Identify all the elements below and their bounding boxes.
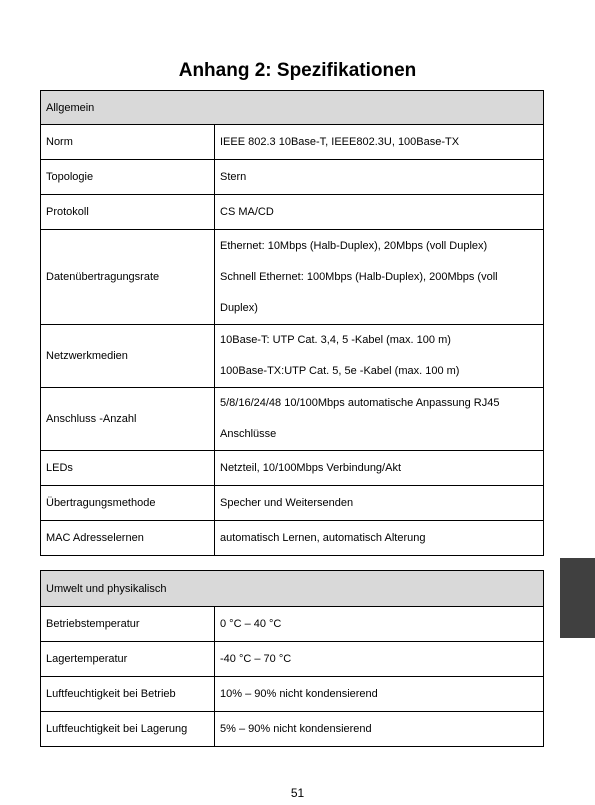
row-label: Lagertemperatur bbox=[41, 642, 215, 677]
value-line: Schnell Ethernet: 100Mbps (Halb-Duplex), 200Mbps (voll bbox=[220, 270, 498, 283]
row-value bbox=[215, 388, 544, 451]
row-label: Protokoll bbox=[41, 195, 215, 230]
spec-table-environment bbox=[40, 570, 544, 747]
row-value: 5% – 90% nicht kondensierend bbox=[215, 712, 544, 747]
row-value bbox=[215, 325, 544, 388]
table-header-row bbox=[41, 571, 544, 607]
row-label: Übertragungsmethode bbox=[41, 486, 215, 521]
row-label: LEDs bbox=[41, 451, 215, 486]
table-row bbox=[41, 451, 544, 486]
section-header: Umwelt und physikalisch bbox=[41, 571, 544, 607]
section-header: Allgemein bbox=[41, 91, 544, 125]
table-row bbox=[41, 325, 544, 388]
table-row bbox=[41, 388, 544, 451]
table-row bbox=[41, 677, 544, 712]
table-row bbox=[41, 125, 544, 160]
table-row bbox=[41, 486, 544, 521]
table-row bbox=[41, 195, 544, 230]
row-value: Netzteil, 10/100Mbps Verbindung/Akt bbox=[215, 451, 544, 486]
page-number: 51 bbox=[290, 786, 305, 800]
row-label: Anschluss -Anzahl bbox=[41, 388, 215, 451]
value-line: 5/8/16/24/48 10/100Mbps automatische Anpassung RJ45 bbox=[220, 397, 500, 409]
row-value: CS MA/CD bbox=[215, 195, 544, 230]
value-line: 10Base-T: UTP Cat. 3,4, 5 -Kabel (max. 100 m) bbox=[220, 334, 451, 346]
row-label: Netzwerkmedien bbox=[41, 325, 215, 388]
row-value: 0 °C – 40 °C bbox=[215, 607, 544, 642]
row-label: Topologie bbox=[41, 160, 215, 195]
table-header-row bbox=[41, 91, 544, 125]
value-line: Ethernet: 10Mbps (Halb-Duplex), 20Mbps (voll Duplex) bbox=[220, 239, 488, 252]
row-value: IEEE 802.3 10Base-T, IEEE802.3U, 100Base-TX bbox=[215, 125, 544, 160]
row-value: -40 °C – 70 °C bbox=[215, 642, 544, 677]
page-title: Anhang 2: Spezifikationen bbox=[178, 60, 417, 81]
table-row bbox=[41, 607, 544, 642]
row-value: Specher und Weitersenden bbox=[215, 486, 544, 521]
row-label: Betriebstemperatur bbox=[41, 607, 215, 642]
spec-table-general bbox=[40, 90, 544, 556]
value-line: Duplex) bbox=[220, 301, 258, 314]
row-label: MAC Adresselernen bbox=[41, 521, 215, 556]
row-value: Stern bbox=[215, 160, 544, 195]
table-row bbox=[41, 160, 544, 195]
row-value: 10% – 90% nicht kondensierend bbox=[215, 677, 544, 712]
row-label: Luftfeuchtigkeit bei Lagerung bbox=[41, 712, 215, 747]
row-value: automatisch Lernen, automatisch Alterung bbox=[215, 521, 544, 556]
table-row bbox=[41, 712, 544, 747]
row-label: Norm bbox=[41, 125, 215, 160]
table-row bbox=[41, 642, 544, 677]
value-line: Anschlüsse bbox=[220, 428, 277, 440]
value-line: 100Base-TX:UTP Cat. 5, 5e -Kabel (max. 100 m) bbox=[220, 365, 460, 377]
section-side-tab bbox=[560, 558, 595, 638]
table-row bbox=[41, 230, 544, 325]
table-row bbox=[41, 521, 544, 556]
row-label: Datenübertragungsrate bbox=[41, 230, 215, 325]
row-label: Luftfeuchtigkeit bei Betrieb bbox=[41, 677, 215, 712]
row-value bbox=[215, 230, 544, 325]
